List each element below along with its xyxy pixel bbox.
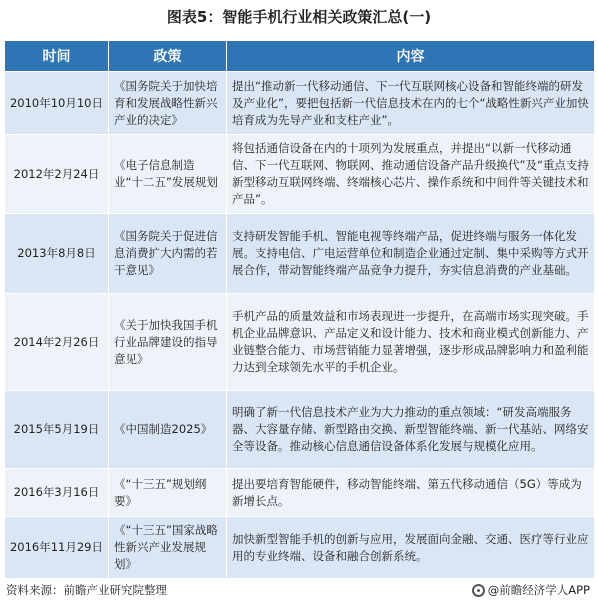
row-content: 提出“推动新一代移动通信、下一代互联网核心设备和智能终端的研发及产业化”，要把包括新一代信息技术在内的七个“战略性新兴产业加快培育成为先导产业和支柱产业”。 bbox=[227, 72, 595, 135]
row-content: 将包括通信设备在内的十项列为发展重点，并提出“以新一代移动通信、下一代互联网、物联网、推动通信设备产品升级换代”及“重点支持新型移动互联网终端、终端核心芯片、操作系统和中间件等关键技术和产品”。 bbox=[227, 135, 595, 214]
row-content: 提出要培育智能硬件，移动智能终端、第五代移动通信（5G）等成为新增长点。 bbox=[227, 469, 595, 517]
table-row bbox=[5, 135, 595, 214]
row-policy: 《国务院关于促进信息消费扩大内需的若干意见》 bbox=[109, 214, 227, 294]
table-row bbox=[5, 214, 595, 294]
table-row bbox=[5, 469, 595, 517]
table-row bbox=[5, 294, 595, 391]
brand-logo-icon bbox=[472, 584, 485, 597]
row-content: 加快新型智能手机的创新与应用，发展面向金融、交通、医疗等行业应用的专业终端、设备和融合创新系统。 bbox=[227, 517, 595, 579]
brand-credit bbox=[472, 580, 590, 600]
footer bbox=[6, 580, 590, 600]
row-policy: 《中国制造2025》 bbox=[109, 391, 227, 469]
row-date: 2012年2月24日 bbox=[5, 135, 109, 214]
header-content: 内容 bbox=[227, 41, 595, 72]
policy-table bbox=[4, 40, 595, 579]
brand-text: @前瞻经济学人APP bbox=[487, 583, 590, 597]
row-date: 2014年2月26日 bbox=[5, 294, 109, 391]
row-date: 2015年5月19日 bbox=[5, 391, 109, 469]
row-content: 明确了新一代信息技术产业为大力推动的重点领域：“研发高端服务器、大容量存储、新型路由交换、新型智能终端、新一代基站、网络安全等设备。推动核心信息通信设备体系化发展与规模化应用。 bbox=[227, 391, 595, 469]
table-header-row bbox=[5, 41, 595, 72]
source-note: 资料来源：前瞻产业研究院整理 bbox=[6, 583, 167, 597]
table-row bbox=[5, 517, 595, 579]
table-row bbox=[5, 72, 595, 135]
row-policy: 《电子信息制造业“十二五”发展规划 bbox=[109, 135, 227, 214]
row-content: 支持研发智能手机、智能电视等终端产品，促进终端与服务一体化发展。支持电信、广电运营单位和制造企业通过定制、集中采购等方式开展合作，带动智能终端产品竞争力提升，夯实信息消费的产业基础。 bbox=[227, 214, 595, 294]
row-date: 2016年11月29日 bbox=[5, 517, 109, 579]
row-date: 2013年8月8日 bbox=[5, 214, 109, 294]
row-date: 2016年3月16日 bbox=[5, 469, 109, 517]
row-date: 2010年10月10日 bbox=[5, 72, 109, 135]
row-policy: 《“十三五”规划纲要》 bbox=[109, 469, 227, 517]
row-content: 手机产品的质量效益和市场表现进一步提升，在高端市场实现突破。手机企业品牌意识、产品定义和设计能力、技术和商业模式创新能力、产业链整合能力、市场营销能力显著增强，逐步形成品牌影响力和盈利能力达到全球领先水平的手机企业。 bbox=[227, 294, 595, 391]
row-policy: 《国务院关于加快培育和发展战略性新兴产业的决定》 bbox=[109, 72, 227, 135]
header-time: 时间 bbox=[5, 41, 109, 72]
header-policy: 政策 bbox=[109, 41, 227, 72]
row-policy: 《“十三五”国家战略性新兴产业发展规划》 bbox=[109, 517, 227, 579]
table-title: 图表5：智能手机行业相关政策汇总(一) bbox=[166, 8, 432, 26]
row-policy: 《关于加快我国手机行业品牌建设的指导意见》 bbox=[109, 294, 227, 391]
table-row bbox=[5, 391, 595, 469]
